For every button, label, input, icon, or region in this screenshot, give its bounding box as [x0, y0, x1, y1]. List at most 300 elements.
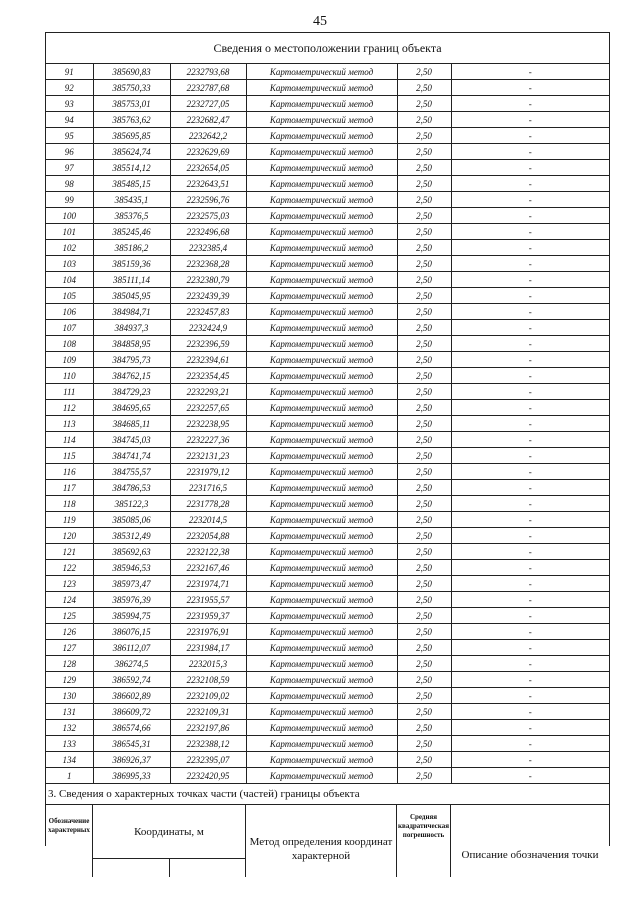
cell-error: 2,50 — [397, 608, 451, 624]
table-row — [46, 592, 609, 608]
cell-coord-y: 2231955,57 — [170, 592, 246, 608]
cell-description: - — [451, 720, 609, 736]
cell-method: Картометрический метод — [246, 144, 397, 160]
cell-method: Картометрический метод — [246, 320, 397, 336]
cell-description: - — [451, 288, 609, 304]
cell-coord-x: 384762,15 — [93, 368, 170, 384]
cell-coord-y: 2232395,07 — [170, 752, 246, 768]
cell-method: Картометрический метод — [246, 240, 397, 256]
cell-error: 2,50 — [397, 576, 451, 592]
cell-error: 2,50 — [397, 320, 451, 336]
cell-coord-x: 384795,73 — [93, 352, 170, 368]
cell-point-number: 125 — [46, 608, 93, 624]
cell-description: - — [451, 528, 609, 544]
cell-coord-y: 2232122,38 — [170, 544, 246, 560]
cell-coord-x: 385692,63 — [93, 544, 170, 560]
cell-method: Картометрический метод — [246, 496, 397, 512]
cell-description: - — [451, 128, 609, 144]
table-row — [46, 256, 609, 272]
cell-point-number: 119 — [46, 512, 93, 528]
cell-coord-y: 2231974,71 — [170, 576, 246, 592]
cell-coord-y: 2232643,51 — [170, 176, 246, 192]
cell-description: - — [451, 640, 609, 656]
table-row — [46, 720, 609, 736]
cell-coord-y: 2232642,2 — [170, 128, 246, 144]
cell-coord-y: 2232629,69 — [170, 144, 246, 160]
cell-coord-x: 385111,14 — [93, 272, 170, 288]
table-row — [46, 128, 609, 144]
cell-description: - — [451, 672, 609, 688]
cell-error: 2,50 — [397, 656, 451, 672]
table-row — [46, 384, 609, 400]
col-description: Описание обозначения точки — [461, 849, 599, 861]
cell-error: 2,50 — [397, 128, 451, 144]
cell-coord-y: 2232575,03 — [170, 208, 246, 224]
cell-point-number: 106 — [46, 304, 93, 320]
cell-point-number: 121 — [46, 544, 93, 560]
cell-point-number: 118 — [46, 496, 93, 512]
cell-description: - — [451, 272, 609, 288]
table-row — [46, 64, 609, 80]
cell-method: Картометрический метод — [246, 96, 397, 112]
cell-coord-x: 384695,65 — [93, 400, 170, 416]
cell-method: Картометрический метод — [246, 112, 397, 128]
coordinates-table — [46, 64, 609, 784]
cell-coord-y: 2232388,12 — [170, 736, 246, 752]
table-row — [46, 112, 609, 128]
cell-coord-x: 386602,89 — [93, 688, 170, 704]
cell-coord-y: 2232654,05 — [170, 160, 246, 176]
cell-method: Картометрический метод — [246, 448, 397, 464]
cell-coord-y: 2232167,46 — [170, 560, 246, 576]
cell-error: 2,50 — [397, 160, 451, 176]
cell-coord-y: 2231716,5 — [170, 480, 246, 496]
cell-error: 2,50 — [397, 464, 451, 480]
cell-description: - — [451, 576, 609, 592]
cell-description: - — [451, 736, 609, 752]
cell-error: 2,50 — [397, 640, 451, 656]
cell-point-number: 91 — [46, 64, 93, 80]
cell-point-number: 100 — [46, 208, 93, 224]
cell-method: Картометрический метод — [246, 480, 397, 496]
cell-coord-y: 2232014,5 — [170, 512, 246, 528]
cell-coord-y: 2232424,9 — [170, 320, 246, 336]
cell-coord-y: 2232787,68 — [170, 80, 246, 96]
cell-coord-y: 2231984,17 — [170, 640, 246, 656]
cell-error: 2,50 — [397, 672, 451, 688]
table-row — [46, 672, 609, 688]
cell-point-number: 92 — [46, 80, 93, 96]
cell-error: 2,50 — [397, 336, 451, 352]
table-row — [46, 272, 609, 288]
cell-point-number: 127 — [46, 640, 93, 656]
table-row — [46, 576, 609, 592]
page-number: 45 — [313, 14, 327, 29]
cell-point-number: 94 — [46, 112, 93, 128]
cell-coord-x: 385085,06 — [93, 512, 170, 528]
cell-error: 2,50 — [397, 208, 451, 224]
table-row — [46, 768, 609, 784]
cell-error: 2,50 — [397, 624, 451, 640]
table-row — [46, 336, 609, 352]
cell-point-number: 99 — [46, 192, 93, 208]
cell-coord-y: 2232380,79 — [170, 272, 246, 288]
cell-description: - — [451, 496, 609, 512]
cell-coord-x: 384755,57 — [93, 464, 170, 480]
cell-coord-x: 385376,5 — [93, 208, 170, 224]
cell-description: - — [451, 224, 609, 240]
cell-method: Картометрический метод — [246, 352, 397, 368]
cell-method: Картометрический метод — [246, 416, 397, 432]
cell-point-number: 128 — [46, 656, 93, 672]
cell-method: Картометрический метод — [246, 512, 397, 528]
cell-point-number: 104 — [46, 272, 93, 288]
cell-coord-x: 385750,33 — [93, 80, 170, 96]
cell-method: Картометрический метод — [246, 672, 397, 688]
table-row — [46, 320, 609, 336]
cell-description: - — [451, 176, 609, 192]
cell-coord-y: 2232368,28 — [170, 256, 246, 272]
cell-method: Картометрический метод — [246, 752, 397, 768]
cell-point-number: 131 — [46, 704, 93, 720]
cell-point-number: 115 — [46, 448, 93, 464]
col-method: Метод определения координат характерной — [246, 805, 397, 877]
cell-point-number: 97 — [46, 160, 93, 176]
cell-description: - — [451, 320, 609, 336]
table-row — [46, 480, 609, 496]
cell-error: 2,50 — [397, 592, 451, 608]
cell-coord-x: 385122,3 — [93, 496, 170, 512]
cell-error: 2,50 — [397, 400, 451, 416]
table-row — [46, 752, 609, 768]
cell-method: Картометрический метод — [246, 80, 397, 96]
cell-method: Картометрический метод — [246, 384, 397, 400]
document-frame — [45, 32, 610, 862]
cell-method: Картометрический метод — [246, 576, 397, 592]
cell-coord-x: 386926,37 — [93, 752, 170, 768]
cell-coord-x: 385946,53 — [93, 560, 170, 576]
cell-point-number: 117 — [46, 480, 93, 496]
cell-method: Картометрический метод — [246, 464, 397, 480]
table-row — [46, 96, 609, 112]
cell-method: Картометрический метод — [246, 592, 397, 608]
cell-description: - — [451, 768, 609, 784]
cell-coord-y: 2231979,12 — [170, 464, 246, 480]
cell-error: 2,50 — [397, 768, 451, 784]
cell-error: 2,50 — [397, 736, 451, 752]
cell-coord-x: 385763,62 — [93, 112, 170, 128]
cell-coord-x: 385159,36 — [93, 256, 170, 272]
cell-error: 2,50 — [397, 304, 451, 320]
cell-method: Картометрический метод — [246, 400, 397, 416]
table-row — [46, 704, 609, 720]
cell-point-number: 103 — [46, 256, 93, 272]
table-row — [46, 192, 609, 208]
table-row — [46, 448, 609, 464]
cell-error: 2,50 — [397, 144, 451, 160]
cell-point-number: 116 — [46, 464, 93, 480]
table-row — [46, 304, 609, 320]
col-error: Средняя квадратическая погрешность — [397, 805, 451, 877]
cell-point-number: 122 — [46, 560, 93, 576]
table-row — [46, 224, 609, 240]
cell-coord-y: 2232420,95 — [170, 768, 246, 784]
cell-coord-y: 2232108,59 — [170, 672, 246, 688]
cell-point-number: 120 — [46, 528, 93, 544]
cell-method: Картометрический метод — [246, 208, 397, 224]
cell-method: Картометрический метод — [246, 544, 397, 560]
cell-method: Картометрический метод — [246, 128, 397, 144]
cell-description: - — [451, 336, 609, 352]
cell-coord-y: 2232354,45 — [170, 368, 246, 384]
cell-error: 2,50 — [397, 544, 451, 560]
cell-point-number: 132 — [46, 720, 93, 736]
cell-coord-x: 385435,1 — [93, 192, 170, 208]
cell-method: Картометрический метод — [246, 656, 397, 672]
cell-point-number: 102 — [46, 240, 93, 256]
cell-description: - — [451, 112, 609, 128]
col-coordinates-sub — [93, 859, 245, 877]
col-coordinates-label: Координаты, м — [93, 805, 245, 859]
cell-coord-y: 2232682,47 — [170, 112, 246, 128]
cell-coord-y: 2232227,36 — [170, 432, 246, 448]
cell-method: Картометрический метод — [246, 624, 397, 640]
cell-coord-y: 2232109,31 — [170, 704, 246, 720]
table-row — [46, 656, 609, 672]
cell-description: - — [451, 432, 609, 448]
cell-error: 2,50 — [397, 560, 451, 576]
cell-description: - — [451, 80, 609, 96]
cell-coord-y: 2232131,23 — [170, 448, 246, 464]
cell-coord-y: 2232054,88 — [170, 528, 246, 544]
table-row — [46, 736, 609, 752]
cell-error: 2,50 — [397, 752, 451, 768]
cell-coord-x: 385695,85 — [93, 128, 170, 144]
cell-point-number: 1 — [46, 768, 93, 784]
cell-coord-y: 2232457,83 — [170, 304, 246, 320]
table-row — [46, 288, 609, 304]
cell-point-number: 112 — [46, 400, 93, 416]
cell-description: - — [451, 304, 609, 320]
table-row — [46, 512, 609, 528]
cell-error: 2,50 — [397, 384, 451, 400]
cell-description: - — [451, 464, 609, 480]
cell-description: - — [451, 240, 609, 256]
cell-description: - — [451, 592, 609, 608]
cell-coord-x: 385976,39 — [93, 592, 170, 608]
cell-coord-x: 385312,49 — [93, 528, 170, 544]
table-row — [46, 160, 609, 176]
cell-description: - — [451, 384, 609, 400]
cell-point-number: 134 — [46, 752, 93, 768]
cell-coord-x: 384937,3 — [93, 320, 170, 336]
cell-coord-x: 385485,15 — [93, 176, 170, 192]
cell-coord-x: 384984,71 — [93, 304, 170, 320]
cell-error: 2,50 — [397, 288, 451, 304]
cell-description: - — [451, 64, 609, 80]
cell-description: - — [451, 752, 609, 768]
coordinates-table-body — [46, 64, 609, 784]
cell-coord-y: 2232396,59 — [170, 336, 246, 352]
cell-point-number: 107 — [46, 320, 93, 336]
table-row — [46, 464, 609, 480]
cell-point-number: 108 — [46, 336, 93, 352]
cell-method: Картометрический метод — [246, 224, 397, 240]
cell-method: Картометрический метод — [246, 160, 397, 176]
cell-description: - — [451, 160, 609, 176]
cell-coord-y: 2232439,39 — [170, 288, 246, 304]
cell-coord-x: 384745,03 — [93, 432, 170, 448]
cell-point-number: 109 — [46, 352, 93, 368]
cell-method: Картометрический метод — [246, 704, 397, 720]
cell-method: Картометрический метод — [246, 256, 397, 272]
table-row — [46, 528, 609, 544]
cell-method: Картометрический метод — [246, 272, 397, 288]
table-row — [46, 176, 609, 192]
cell-error: 2,50 — [397, 448, 451, 464]
table-row — [46, 352, 609, 368]
cell-coord-x: 384786,53 — [93, 480, 170, 496]
cell-coord-x: 385753,01 — [93, 96, 170, 112]
table-row — [46, 80, 609, 96]
section-3-title: 3. Сведения о характерных точках части (частей) границы объекта — [46, 784, 609, 805]
cell-error: 2,50 — [397, 224, 451, 240]
cell-coord-x: 386609,72 — [93, 704, 170, 720]
cell-method: Картометрический метод — [246, 432, 397, 448]
cell-point-number: 113 — [46, 416, 93, 432]
cell-coord-x: 386545,31 — [93, 736, 170, 752]
cell-description: - — [451, 624, 609, 640]
cell-error: 2,50 — [397, 96, 451, 112]
cell-coord-x: 385973,47 — [93, 576, 170, 592]
cell-coord-x: 385045,95 — [93, 288, 170, 304]
cell-coord-y: 2232385,4 — [170, 240, 246, 256]
cell-coord-x: 385245,46 — [93, 224, 170, 240]
cell-coord-y: 2231959,37 — [170, 608, 246, 624]
cell-coord-x: 386592,74 — [93, 672, 170, 688]
table-header: Сведения о местоположении границ объекта — [46, 33, 609, 64]
cell-point-number: 105 — [46, 288, 93, 304]
cell-coord-y: 2231976,91 — [170, 624, 246, 640]
cell-description: - — [451, 560, 609, 576]
cell-error: 2,50 — [397, 272, 451, 288]
cell-description: - — [451, 96, 609, 112]
cell-coord-x: 384729,23 — [93, 384, 170, 400]
cell-coord-y: 2232727,05 — [170, 96, 246, 112]
cell-coord-x: 385186,2 — [93, 240, 170, 256]
cell-coord-x: 385690,83 — [93, 64, 170, 80]
cell-coord-y: 2232596,76 — [170, 192, 246, 208]
cell-method: Картометрический метод — [246, 304, 397, 320]
table-row — [46, 208, 609, 224]
table-row — [46, 544, 609, 560]
cell-error: 2,50 — [397, 688, 451, 704]
cell-coord-x: 386076,15 — [93, 624, 170, 640]
cell-point-number: 123 — [46, 576, 93, 592]
cell-method: Картометрический метод — [246, 288, 397, 304]
cell-coord-x: 386112,07 — [93, 640, 170, 656]
cell-method: Картометрический метод — [246, 688, 397, 704]
cell-coord-y: 2231778,28 — [170, 496, 246, 512]
cell-coord-x: 384858,95 — [93, 336, 170, 352]
cell-point-number: 129 — [46, 672, 93, 688]
cell-error: 2,50 — [397, 256, 451, 272]
table-row — [46, 400, 609, 416]
table-row — [46, 240, 609, 256]
cell-error: 2,50 — [397, 496, 451, 512]
cell-error: 2,50 — [397, 512, 451, 528]
table-row — [46, 432, 609, 448]
cell-method: Картометрический метод — [246, 608, 397, 624]
cell-method: Картометрический метод — [246, 528, 397, 544]
table-row — [46, 368, 609, 384]
cell-coord-y: 2232238,95 — [170, 416, 246, 432]
cell-point-number: 101 — [46, 224, 93, 240]
cell-method: Картометрический метод — [246, 720, 397, 736]
cell-coord-y: 2232394,61 — [170, 352, 246, 368]
cell-description: - — [451, 688, 609, 704]
col-coordinates — [93, 805, 246, 877]
cell-error: 2,50 — [397, 704, 451, 720]
cell-description: - — [451, 544, 609, 560]
cell-description: - — [451, 368, 609, 384]
cell-description: - — [451, 144, 609, 160]
cell-coord-x: 386995,33 — [93, 768, 170, 784]
cell-method: Картометрический метод — [246, 640, 397, 656]
cell-error: 2,50 — [397, 176, 451, 192]
cell-description: - — [451, 256, 609, 272]
cell-error: 2,50 — [397, 528, 451, 544]
cell-point-number: 95 — [46, 128, 93, 144]
cell-error: 2,50 — [397, 480, 451, 496]
cell-coord-y: 2232197,86 — [170, 720, 246, 736]
cell-description: - — [451, 352, 609, 368]
table-row — [46, 560, 609, 576]
cell-coord-x: 385994,75 — [93, 608, 170, 624]
cell-method: Картометрический метод — [246, 560, 397, 576]
cell-description: - — [451, 192, 609, 208]
cell-coord-y: 2232257,65 — [170, 400, 246, 416]
cell-point-number: 96 — [46, 144, 93, 160]
cell-error: 2,50 — [397, 352, 451, 368]
table-row — [46, 688, 609, 704]
cell-coord-x: 385624,74 — [93, 144, 170, 160]
cell-point-number: 126 — [46, 624, 93, 640]
cell-coord-x: 386574,66 — [93, 720, 170, 736]
cell-method: Картометрический метод — [246, 336, 397, 352]
cell-coord-y: 2232109,02 — [170, 688, 246, 704]
cell-point-number: 98 — [46, 176, 93, 192]
cell-description: - — [451, 480, 609, 496]
cell-description: - — [451, 416, 609, 432]
cell-coord-x: 384685,11 — [93, 416, 170, 432]
table-row — [46, 496, 609, 512]
cell-error: 2,50 — [397, 112, 451, 128]
cell-coord-x: 386274,5 — [93, 656, 170, 672]
cell-description: - — [451, 208, 609, 224]
cell-point-number: 124 — [46, 592, 93, 608]
cell-point-number: 130 — [46, 688, 93, 704]
cell-error: 2,50 — [397, 432, 451, 448]
cell-method: Картометрический метод — [246, 176, 397, 192]
cell-error: 2,50 — [397, 64, 451, 80]
cell-method: Картометрический метод — [246, 736, 397, 752]
cell-coord-y: 2232293,21 — [170, 384, 246, 400]
cell-description: - — [451, 608, 609, 624]
cell-method: Картометрический метод — [246, 192, 397, 208]
cell-point-number: 111 — [46, 384, 93, 400]
cell-coord-y: 2232015,3 — [170, 656, 246, 672]
